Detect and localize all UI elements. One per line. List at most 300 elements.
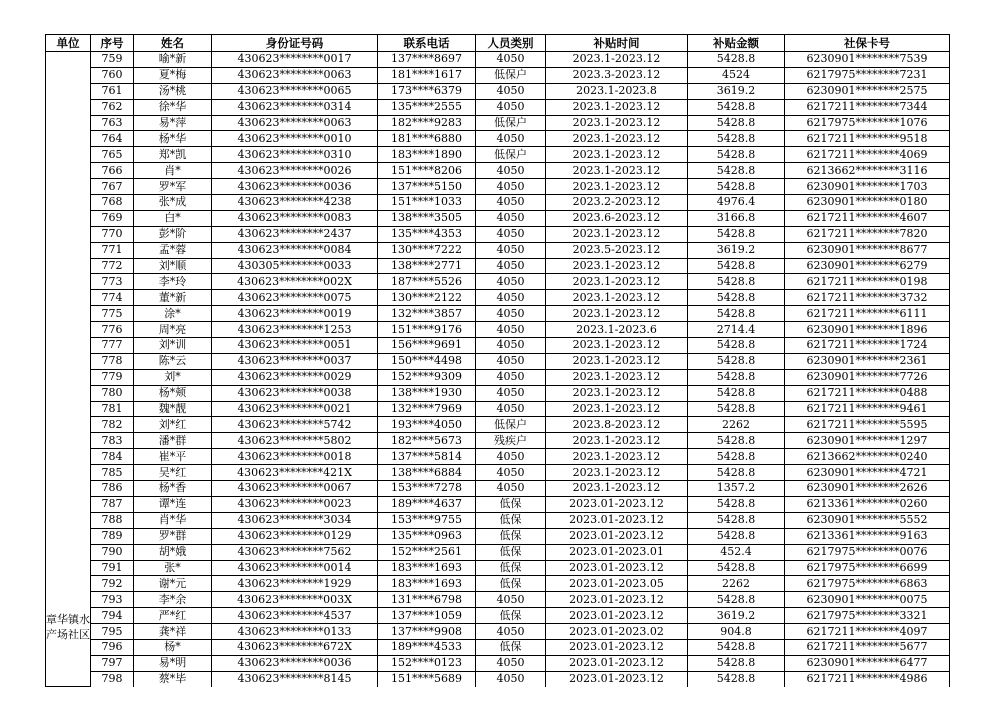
cell-card-number: 6217211********7344	[785, 99, 950, 115]
cell-amount: 5428.8	[688, 99, 785, 115]
cell-period: 2023.3-2023.12	[546, 67, 688, 83]
cell-amount: 2714.4	[688, 322, 785, 338]
table-row	[46, 592, 950, 608]
cell-name: 董*新	[134, 290, 212, 306]
cell-card-number: 6230901********1297	[785, 433, 950, 449]
cell-name: 潘*群	[134, 433, 212, 449]
cell-phone: 189****4533	[378, 639, 476, 655]
cell-category: 低保户	[476, 67, 546, 83]
cell-period: 2023.01-2023.12	[546, 608, 688, 624]
table-row	[46, 52, 950, 68]
cell-id-number: 430623********0036	[212, 179, 378, 195]
cell-amount: 5428.8	[688, 433, 785, 449]
table-row	[46, 401, 950, 417]
cell-amount: 3166.8	[688, 210, 785, 226]
cell-name: 刘*红	[134, 417, 212, 433]
col-header-period: 补贴时间	[546, 35, 688, 52]
table-row	[46, 179, 950, 195]
cell-category: 低保	[476, 496, 546, 512]
cell-card-number: 6230901********2575	[785, 83, 950, 99]
cell-amount: 5428.8	[688, 115, 785, 131]
cell-id-number: 430623********0067	[212, 481, 378, 497]
cell-category: 4050	[476, 369, 546, 385]
cell-period: 2023.1-2023.12	[546, 481, 688, 497]
cell-card-number: 6217211********4069	[785, 147, 950, 163]
cell-name: 易*萍	[134, 115, 212, 131]
cell-amount: 3619.2	[688, 608, 785, 624]
cell-id-number: 430623********5742	[212, 417, 378, 433]
cell-id-number: 430623********0084	[212, 242, 378, 258]
table-row	[46, 433, 950, 449]
table-row	[46, 353, 950, 369]
cell-amount: 5428.8	[688, 369, 785, 385]
cell-card-number: 6230901********7539	[785, 52, 950, 68]
cell-id-number: 430623********0038	[212, 385, 378, 401]
cell-id-number: 430623********5802	[212, 433, 378, 449]
cell-id-number: 430623********0019	[212, 306, 378, 322]
cell-category: 4050	[476, 465, 546, 481]
table-row	[46, 512, 950, 528]
cell-card-number: 6213361********0260	[785, 496, 950, 512]
cell-category: 低保户	[476, 115, 546, 131]
table-row	[46, 290, 950, 306]
cell-card-number: 6217211********1724	[785, 338, 950, 354]
cell-seq: 784	[91, 449, 134, 465]
cell-seq: 793	[91, 592, 134, 608]
cell-id-number: 430623********4537	[212, 608, 378, 624]
cell-card-number: 6217975********6863	[785, 576, 950, 592]
cell-card-number: 6230901********6477	[785, 655, 950, 671]
cell-category: 4050	[476, 242, 546, 258]
table-row	[46, 274, 950, 290]
cell-id-number: 430623********0029	[212, 369, 378, 385]
cell-period: 2023.01-2023.12	[546, 655, 688, 671]
table-row	[46, 147, 950, 163]
cell-seq: 795	[91, 624, 134, 640]
table-row	[46, 131, 950, 147]
cell-seq: 783	[91, 433, 134, 449]
cell-amount: 4524	[688, 67, 785, 83]
cell-phone: 131****6798	[378, 592, 476, 608]
cell-id-number: 430623********002X	[212, 274, 378, 290]
cell-name: 崔*平	[134, 449, 212, 465]
cell-seq: 759	[91, 52, 134, 68]
col-header-name: 姓名	[134, 35, 212, 52]
cell-card-number: 6213662********3116	[785, 163, 950, 179]
cell-seq: 760	[91, 67, 134, 83]
table-row	[46, 465, 950, 481]
cell-amount: 3619.2	[688, 242, 785, 258]
cell-phone: 183****1890	[378, 147, 476, 163]
cell-category: 4050	[476, 99, 546, 115]
cell-seq: 785	[91, 465, 134, 481]
cell-amount: 5428.8	[688, 306, 785, 322]
cell-category: 低保	[476, 639, 546, 655]
cell-category: 4050	[476, 210, 546, 226]
cell-name: 杨*华	[134, 131, 212, 147]
cell-period: 2023.5-2023.12	[546, 242, 688, 258]
cell-phone: 152****9309	[378, 369, 476, 385]
cell-category: 低保	[476, 560, 546, 576]
cell-name: 刘*顺	[134, 258, 212, 274]
cell-seq: 769	[91, 210, 134, 226]
cell-period: 2023.01-2023.05	[546, 576, 688, 592]
cell-phone: 173****6379	[378, 83, 476, 99]
cell-card-number: 6230901********1703	[785, 179, 950, 195]
cell-seq: 765	[91, 147, 134, 163]
cell-period: 2023.1-2023.12	[546, 99, 688, 115]
cell-name: 李*玲	[134, 274, 212, 290]
cell-phone: 151****5689	[378, 671, 476, 686]
cell-period: 2023.1-2023.12	[546, 52, 688, 68]
cell-name: 喻*新	[134, 52, 212, 68]
cell-amount: 5428.8	[688, 655, 785, 671]
cell-card-number: 6230901********2626	[785, 481, 950, 497]
cell-seq: 773	[91, 274, 134, 290]
cell-name: 孟*蓉	[134, 242, 212, 258]
table-row	[46, 528, 950, 544]
cell-id-number: 430623********4238	[212, 195, 378, 211]
col-header-id-number: 身份证号码	[212, 35, 378, 52]
cell-amount: 5428.8	[688, 639, 785, 655]
cell-seq: 767	[91, 179, 134, 195]
cell-id-number: 430305********0033	[212, 258, 378, 274]
cell-id-number: 430623********0083	[212, 210, 378, 226]
table-row	[46, 639, 950, 655]
table-row	[46, 671, 950, 686]
cell-category: 低保	[476, 608, 546, 624]
cell-id-number: 430623********0023	[212, 496, 378, 512]
cell-phone: 182****9283	[378, 115, 476, 131]
cell-period: 2023.01-2023.12	[546, 496, 688, 512]
cell-card-number: 6230901********0180	[785, 195, 950, 211]
cell-period: 2023.8-2023.12	[546, 417, 688, 433]
cell-phone: 189****4637	[378, 496, 476, 512]
cell-id-number: 430623********8145	[212, 671, 378, 686]
cell-card-number: 6217211********5677	[785, 639, 950, 655]
cell-amount: 5428.8	[688, 449, 785, 465]
cell-name: 吴*红	[134, 465, 212, 481]
cell-amount: 5428.8	[688, 226, 785, 242]
table-row	[46, 99, 950, 115]
table-row	[46, 338, 950, 354]
cell-seq: 762	[91, 99, 134, 115]
cell-period: 2023.1-2023.12	[546, 147, 688, 163]
cell-amount: 5428.8	[688, 385, 785, 401]
cell-seq: 764	[91, 131, 134, 147]
cell-id-number: 430623********2437	[212, 226, 378, 242]
table-row	[46, 306, 950, 322]
cell-name: 刘*训	[134, 338, 212, 354]
cell-period: 2023.1-2023.6	[546, 322, 688, 338]
cell-card-number: 6217211********4986	[785, 671, 950, 686]
table-row	[46, 385, 950, 401]
table-row	[46, 258, 950, 274]
cell-phone: 152****0123	[378, 655, 476, 671]
cell-amount: 5428.8	[688, 512, 785, 528]
cell-name: 肖*华	[134, 512, 212, 528]
cell-amount: 5428.8	[688, 131, 785, 147]
cell-id-number: 430623********0017	[212, 52, 378, 68]
cell-amount: 4976.4	[688, 195, 785, 211]
cell-seq: 766	[91, 163, 134, 179]
cell-seq: 788	[91, 512, 134, 528]
col-header-unit: 单位	[46, 35, 91, 52]
cell-category: 4050	[476, 671, 546, 686]
table-row	[46, 163, 950, 179]
cell-card-number: 6217975********6699	[785, 560, 950, 576]
table-row	[46, 560, 950, 576]
cell-card-number: 6217211********5595	[785, 417, 950, 433]
cell-name: 陈*云	[134, 353, 212, 369]
cell-name: 肖*	[134, 163, 212, 179]
cell-seq: 786	[91, 481, 134, 497]
cell-amount: 5428.8	[688, 290, 785, 306]
cell-seq: 772	[91, 258, 134, 274]
cell-amount: 5428.8	[688, 338, 785, 354]
col-header-amount: 补贴金额	[688, 35, 785, 52]
cell-amount: 2262	[688, 576, 785, 592]
cell-period: 2023.1-2023.8	[546, 83, 688, 99]
cell-period: 2023.1-2023.12	[546, 306, 688, 322]
table-row	[46, 242, 950, 258]
cell-period: 2023.1-2023.12	[546, 131, 688, 147]
cell-id-number: 430623********0026	[212, 163, 378, 179]
cell-category: 4050	[476, 195, 546, 211]
cell-name: 张*	[134, 560, 212, 576]
cell-card-number: 6217975********7231	[785, 67, 950, 83]
cell-period: 2023.1-2023.12	[546, 385, 688, 401]
cell-phone: 151****9176	[378, 322, 476, 338]
cell-name: 杨*颊	[134, 385, 212, 401]
cell-unit: 章华镇水产场社区	[46, 496, 91, 686]
cell-card-number: 6213361********9163	[785, 528, 950, 544]
cell-period: 2023.1-2023.12	[546, 274, 688, 290]
cell-name: 夏*梅	[134, 67, 212, 83]
cell-phone: 138****6884	[378, 465, 476, 481]
table-row	[46, 608, 950, 624]
cell-name: 谢*元	[134, 576, 212, 592]
cell-name: 罗*军	[134, 179, 212, 195]
cell-id-number: 430623********0063	[212, 67, 378, 83]
cell-id-number: 430623********0036	[212, 655, 378, 671]
cell-amount: 5428.8	[688, 258, 785, 274]
cell-period: 2023.1-2023.12	[546, 353, 688, 369]
cell-card-number: 6217211********0488	[785, 385, 950, 401]
cell-phone: 181****6880	[378, 131, 476, 147]
cell-category: 4050	[476, 274, 546, 290]
cell-amount: 5428.8	[688, 560, 785, 576]
table-row	[46, 195, 950, 211]
cell-category: 残疾户	[476, 433, 546, 449]
cell-name: 魏*靓	[134, 401, 212, 417]
cell-phone: 130****7222	[378, 242, 476, 258]
table-row	[46, 449, 950, 465]
cell-id-number: 430623********0133	[212, 624, 378, 640]
cell-amount: 5428.8	[688, 353, 785, 369]
cell-category: 4050	[476, 83, 546, 99]
cell-phone: 151****8206	[378, 163, 476, 179]
cell-category: 4050	[476, 401, 546, 417]
cell-name: 严*红	[134, 608, 212, 624]
cell-seq: 768	[91, 195, 134, 211]
cell-seq: 796	[91, 639, 134, 655]
table-row	[46, 226, 950, 242]
cell-category: 4050	[476, 306, 546, 322]
cell-period: 2023.6-2023.12	[546, 210, 688, 226]
cell-period: 2023.01-2023.12	[546, 512, 688, 528]
col-header-category: 人员类别	[476, 35, 546, 52]
cell-id-number: 430623********0014	[212, 560, 378, 576]
cell-period: 2023.01-2023.12	[546, 639, 688, 655]
cell-phone: 137****5814	[378, 449, 476, 465]
cell-period: 2023.1-2023.12	[546, 369, 688, 385]
cell-period: 2023.1-2023.12	[546, 258, 688, 274]
cell-amount: 5428.8	[688, 179, 785, 195]
cell-period: 2023.1-2023.12	[546, 226, 688, 242]
cell-period: 2023.1-2023.12	[546, 179, 688, 195]
cell-amount: 452.4	[688, 544, 785, 560]
cell-phone: 153****9755	[378, 512, 476, 528]
cell-phone: 151****1033	[378, 195, 476, 211]
cell-seq: 778	[91, 353, 134, 369]
cell-name: 易*明	[134, 655, 212, 671]
cell-seq: 777	[91, 338, 134, 354]
cell-period: 2023.1-2023.12	[546, 338, 688, 354]
cell-category: 低保户	[476, 147, 546, 163]
cell-name: 龚*祥	[134, 624, 212, 640]
cell-seq: 798	[91, 671, 134, 686]
cell-phone: 153****7278	[378, 481, 476, 497]
cell-phone: 137****9908	[378, 624, 476, 640]
cell-period: 2023.1-2023.12	[546, 465, 688, 481]
cell-category: 低保	[476, 544, 546, 560]
cell-category: 4050	[476, 592, 546, 608]
cell-card-number: 6213662********0240	[785, 449, 950, 465]
cell-period: 2023.01-2023.12	[546, 671, 688, 686]
cell-card-number: 6217211********0198	[785, 274, 950, 290]
cell-seq: 780	[91, 385, 134, 401]
cell-card-number: 6230901********4721	[785, 465, 950, 481]
cell-name: 胡*娥	[134, 544, 212, 560]
cell-category: 4050	[476, 385, 546, 401]
cell-seq: 797	[91, 655, 134, 671]
cell-unit	[46, 52, 91, 497]
cell-category: 4050	[476, 131, 546, 147]
cell-seq: 761	[91, 83, 134, 99]
cell-category: 4050	[476, 179, 546, 195]
cell-amount: 5428.8	[688, 465, 785, 481]
cell-amount: 5428.8	[688, 52, 785, 68]
cell-card-number: 6217975********1076	[785, 115, 950, 131]
cell-name: 杨*香	[134, 481, 212, 497]
cell-phone: 137****5150	[378, 179, 476, 195]
cell-card-number: 6217975********0076	[785, 544, 950, 560]
col-header-card-number: 社保卡号	[785, 35, 950, 52]
cell-period: 2023.01-2023.12	[546, 560, 688, 576]
cell-category: 4050	[476, 353, 546, 369]
cell-seq: 791	[91, 560, 134, 576]
cell-category: 低保	[476, 576, 546, 592]
cell-seq: 774	[91, 290, 134, 306]
cell-name: 白*	[134, 210, 212, 226]
cell-name: 李*余	[134, 592, 212, 608]
cell-phone: 135****4353	[378, 226, 476, 242]
cell-amount: 2262	[688, 417, 785, 433]
cell-name: 徐*华	[134, 99, 212, 115]
cell-amount: 5428.8	[688, 147, 785, 163]
cell-category: 4050	[476, 449, 546, 465]
cell-card-number: 6217211********3732	[785, 290, 950, 306]
cell-card-number: 6217211********4607	[785, 210, 950, 226]
table-row	[46, 496, 950, 512]
cell-phone: 132****3857	[378, 306, 476, 322]
cell-seq: 770	[91, 226, 134, 242]
cell-seq: 794	[91, 608, 134, 624]
cell-amount: 3619.2	[688, 83, 785, 99]
cell-period: 2023.01-2023.02	[546, 624, 688, 640]
cell-phone: 183****1693	[378, 560, 476, 576]
cell-amount: 5428.8	[688, 163, 785, 179]
cell-id-number: 430623********421X	[212, 465, 378, 481]
table-row	[46, 624, 950, 640]
cell-card-number: 6230901********8677	[785, 242, 950, 258]
col-header-phone: 联系电话	[378, 35, 476, 52]
cell-name: 汤*桃	[134, 83, 212, 99]
table-row	[46, 115, 950, 131]
subsidy-table	[45, 34, 950, 687]
cell-amount: 5428.8	[688, 401, 785, 417]
table-row	[46, 655, 950, 671]
cell-amount: 5428.8	[688, 528, 785, 544]
cell-card-number: 6230901********0075	[785, 592, 950, 608]
cell-phone: 182****5673	[378, 433, 476, 449]
cell-seq: 771	[91, 242, 134, 258]
cell-category: 4050	[476, 226, 546, 242]
cell-amount: 904.8	[688, 624, 785, 640]
cell-id-number: 430623********003X	[212, 592, 378, 608]
table-row	[46, 544, 950, 560]
cell-phone: 187****5526	[378, 274, 476, 290]
cell-category: 4050	[476, 338, 546, 354]
cell-period: 2023.1-2023.12	[546, 290, 688, 306]
cell-id-number: 430623********0018	[212, 449, 378, 465]
cell-name: 张*成	[134, 195, 212, 211]
cell-name: 周*亮	[134, 322, 212, 338]
cell-category: 低保	[476, 512, 546, 528]
cell-category: 4050	[476, 481, 546, 497]
cell-name: 涂*	[134, 306, 212, 322]
cell-id-number: 430623********0021	[212, 401, 378, 417]
table-row	[46, 67, 950, 83]
cell-card-number: 6230901********6279	[785, 258, 950, 274]
cell-amount: 5428.8	[688, 274, 785, 290]
cell-period: 2023.01-2023.12	[546, 592, 688, 608]
cell-name: 谭*连	[134, 496, 212, 512]
cell-id-number: 430623********0129	[212, 528, 378, 544]
cell-phone: 130****2122	[378, 290, 476, 306]
cell-card-number: 6217211********6111	[785, 306, 950, 322]
table-row	[46, 210, 950, 226]
table-row	[46, 83, 950, 99]
table-row	[46, 417, 950, 433]
cell-category: 4050	[476, 290, 546, 306]
cell-card-number: 6230901********1896	[785, 322, 950, 338]
cell-id-number: 430623********0065	[212, 83, 378, 99]
cell-phone: 137****8697	[378, 52, 476, 68]
cell-category: 4050	[476, 655, 546, 671]
cell-period: 2023.1-2023.12	[546, 433, 688, 449]
